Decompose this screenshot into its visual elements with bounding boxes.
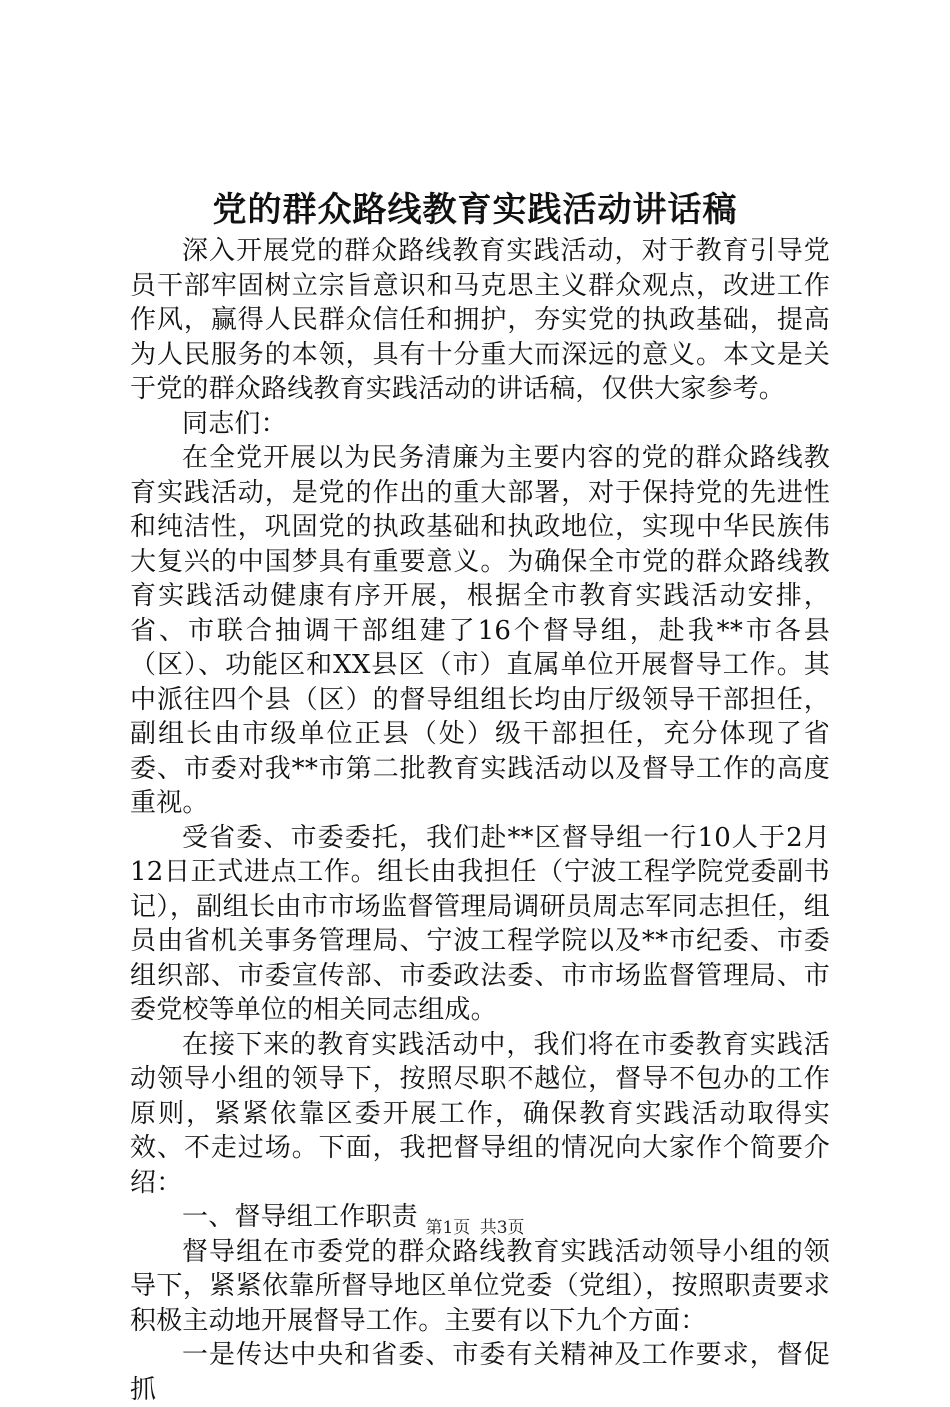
page-footer (0, 1216, 950, 1240)
paragraph-salutation: 同志们： (182, 408, 287, 439)
section-heading-duties: 一、督导组工作职责 (182, 1202, 418, 1232)
page-number: 第1页 (425, 1218, 471, 1238)
page-total: 共3页 (479, 1218, 525, 1238)
document-title: 党的群众路线教育实践活动讲话稿 (212, 190, 738, 230)
paragraph-intro: 深入开展党的群众路线教育实践活动，对于教育引导党员干部牢固树立宗旨意识和马克思主义群众观点，改进工作作风，赢得人民群众信任和拥护，夯实党的执政基础，提高为人民服务的本领，具有十分重大而深远的意义。本文是关于党的群众路线教育实践活动的讲话稿，仅供大家参考。 (130, 236, 830, 404)
paragraph-duty-one: 一是传达中央和省委、市委有关精神及工作要求，督促抓 (130, 1340, 830, 1405)
paragraph-background: 在全党开展以为民务清廉为主要内容的党的群众路线教育实践活动，是党的作出的重大部署，对于保持党的先进性和纯洁性，巩固党的执政基础和执政地位，实现中华民族伟大复兴的中国梦具有重要意义。为确保全市党的群众路线教育实践活动健康有序开展，根据全市教育实践活动安排，省、市联合抽调干部组建了16个督导组，赴我**市各县（区）、功能区和XX县区（市）直属单位开展督导工作。其中派往四个县（区）的督导组组长均由厅级领导干部担任，副组长由市级单位正县（处）级干部担任，充分体现了省委、市委对我**市第二批教育实践活动以及督导工作的高度重视。 (130, 443, 830, 818)
paragraph-principles: 在接下来的教育实践活动中，我们将在市委教育实践活动领导小组的领导下，按照尽职不越位，督导不包办的工作原则，紧紧依靠区委开展工作，确保教育实践活动取得实效、不走过场。下面，我把督导组的情况向大家作个简要介绍： (130, 1029, 830, 1198)
paragraph-duties: 督导组在市委党的群众路线教育实践活动领导小组的领导下，紧紧依靠所督导地区单位党委（党组），按照职责要求积极主动地开展督导工作。主要有以下九个方面： (130, 1236, 830, 1336)
paragraph-team: 受省委、市委委托，我们赴**区督导组一行10人于2月12日正式进点工作。组长由我担任（宁波工程学院党委副书记），副组长由市市场监督管理局调研员周志军同志担任，组员由省机关事务管理局、宁波工程学院以及**市纪委、市委组织部、市委宣传部、市委政法委、市市场监督管理局、市委党校等单位的相关同志组成。 (130, 822, 830, 1025)
